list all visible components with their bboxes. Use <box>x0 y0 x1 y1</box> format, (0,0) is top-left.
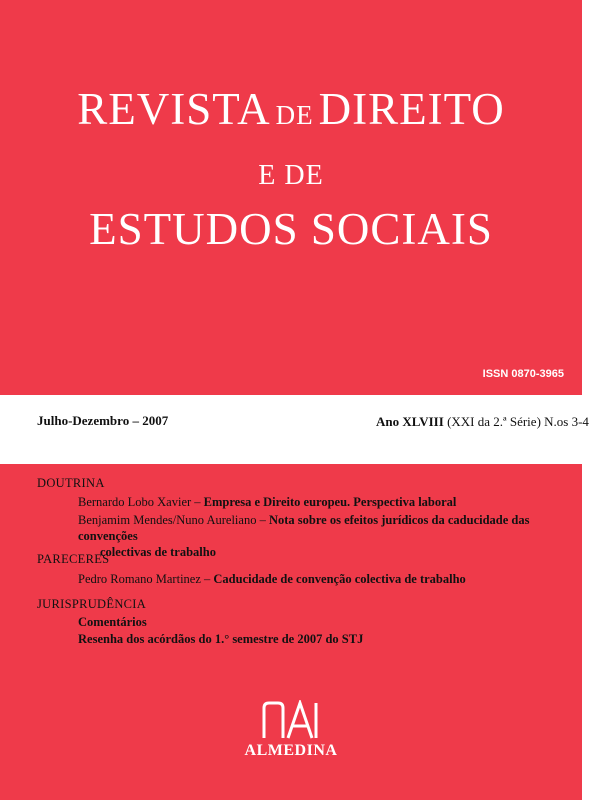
section-pareceres: PARECERES <box>37 552 110 566</box>
toc-entry <box>78 631 568 647</box>
toc-title: Resenha dos acórdãos do 1.° semestre de 2007 do STJ <box>78 632 364 646</box>
section-doutrina: DOUTRINA <box>37 476 105 490</box>
toc-title-continued: colectivas de trabalho <box>100 545 216 559</box>
title-line-2 <box>0 160 582 192</box>
toc-title: Caducidade de convenção colectiva de trabalho <box>213 572 466 586</box>
title-word-direito: DIREITO <box>318 84 505 134</box>
toc-entry <box>78 494 568 510</box>
issue-number <box>376 414 589 430</box>
almedina-logo-icon <box>258 700 328 740</box>
toc-title: Nota sobre os efeitos jurídicos da caducidade das convenções <box>78 513 530 543</box>
toc-entry <box>78 614 568 630</box>
toc-title: Empresa e Direito europeu. Perspectiva laboral <box>203 495 457 509</box>
title-e-de: E DE <box>258 160 324 191</box>
issn: ISSN 0870-3965 <box>482 368 564 380</box>
title-word-revista: REVISTA <box>77 84 271 134</box>
toc-title: Comentários <box>78 615 147 629</box>
section-jurisprudencia: JURISPRUDÊNCIA <box>37 597 147 611</box>
issue-date: Julho-Dezembro – 2007 <box>37 413 169 428</box>
issue-year-label: Ano XLVIII <box>376 414 444 429</box>
toc-entry <box>78 571 568 587</box>
title-estudos-sociais: ESTUDOS SOCIAIS <box>89 204 493 254</box>
toc-author: Benjamim Mendes/Nuno Aureliano – <box>78 513 269 527</box>
title-line-1 <box>0 83 582 135</box>
title-word-de: DE <box>275 100 314 130</box>
toc-author: Pedro Romano Martinez – <box>78 572 214 586</box>
toc-entry <box>78 512 568 560</box>
cover-top-band <box>0 0 582 395</box>
toc-author: Bernardo Lobo Xavier – <box>78 495 204 509</box>
title-line-3 <box>0 203 582 255</box>
issue-series: (XXI da 2.ª Série) N.os 3-4 <box>443 414 589 429</box>
page-edge <box>582 0 600 800</box>
publisher-name: ALMEDINA <box>244 742 338 759</box>
